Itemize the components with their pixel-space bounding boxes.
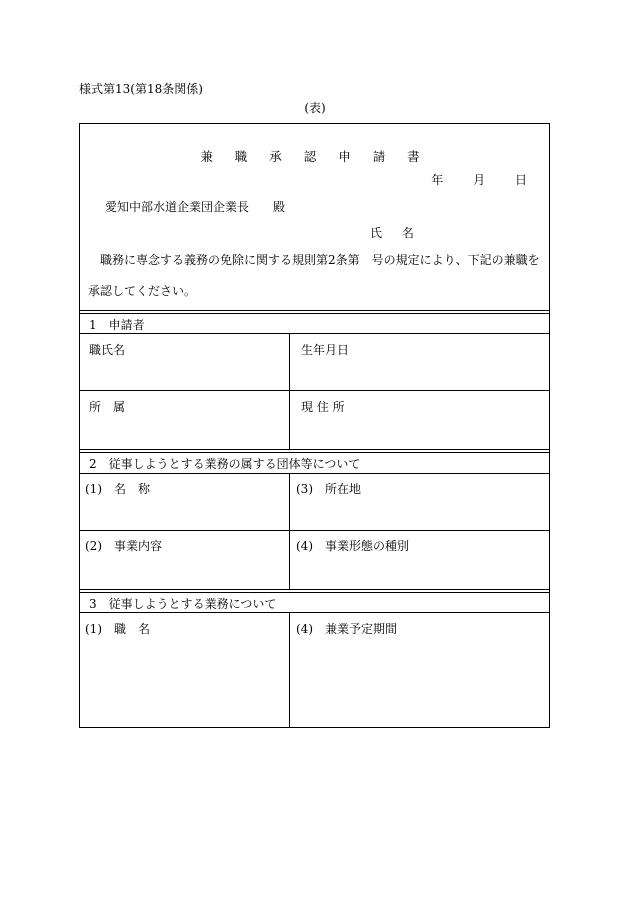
divider: [80, 310, 549, 311]
org-location-field[interactable]: (3) 所在地: [296, 482, 361, 496]
divider: [80, 589, 549, 590]
column-divider: [289, 612, 290, 728]
divider: [80, 313, 549, 314]
divider: [80, 592, 549, 593]
form-number: 様式第13(第18条関係): [79, 82, 203, 96]
section-2-title: 2 従事しようとする業務の属する団体等について: [89, 457, 361, 471]
section-3-title: 3 従事しようとする業務について: [89, 597, 277, 611]
divider: [80, 452, 549, 453]
divider: [80, 473, 549, 474]
column-divider: [289, 333, 290, 449]
divider: [80, 390, 549, 391]
section-1-title: 1 申請者: [89, 318, 145, 332]
org-name-field[interactable]: (1) 名 称: [85, 482, 150, 496]
divider: [80, 333, 549, 334]
job-name-field[interactable]: 職氏名: [89, 343, 126, 357]
date-line: [405, 171, 527, 188]
date-year-label: 年: [431, 173, 444, 187]
column-divider: [289, 473, 290, 589]
business-content-field[interactable]: (2) 事業内容: [85, 539, 162, 553]
date-month-label: 月: [473, 173, 486, 187]
address-field[interactable]: 現 住 所: [301, 400, 345, 414]
job-title-field[interactable]: (1) 職 名: [85, 622, 150, 636]
addressee: 愛知中部水道企業団企業長 殿: [105, 200, 286, 214]
applicant-name-label: 氏 名: [370, 226, 422, 240]
divider: [80, 530, 549, 531]
document-title: 兼 職 承 認 申 請 書: [200, 149, 429, 164]
divider: [80, 449, 549, 450]
business-type-field[interactable]: (4) 事業形態の種別: [296, 539, 409, 553]
page-side-label: (表): [304, 101, 326, 115]
date-day-label: 日: [514, 173, 527, 187]
form-header: [80, 124, 549, 313]
application-form: [79, 123, 550, 728]
affiliation-field[interactable]: 所 属: [89, 400, 126, 414]
divider: [80, 612, 549, 613]
side-job-period-field[interactable]: (4) 兼業予定期間: [296, 622, 397, 636]
request-body-text: 職務に専念する義務の免除に関する規則第2条第 号の規定により、下記の兼職を承認してください。: [88, 253, 540, 298]
birthdate-field[interactable]: 生年月日: [301, 343, 350, 357]
